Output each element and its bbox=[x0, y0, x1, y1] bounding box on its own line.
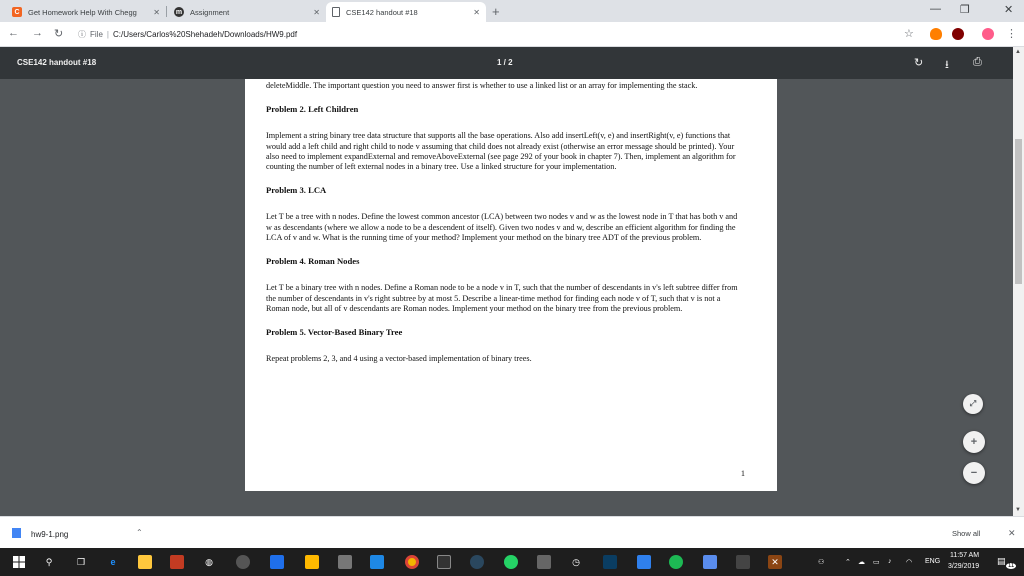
close-icon[interactable]: ✕ bbox=[473, 7, 480, 17]
close-icon[interactable]: ✕ bbox=[313, 7, 320, 17]
alarm-clock-icon[interactable]: ◷ bbox=[572, 556, 580, 567]
fit-to-page-button[interactable]: ⤢ bbox=[963, 394, 983, 414]
app-photo-icon[interactable] bbox=[637, 555, 651, 569]
new-tab-button[interactable]: + bbox=[492, 4, 500, 19]
scheme-label: File bbox=[90, 30, 103, 39]
scrollbar-thumb[interactable] bbox=[1015, 139, 1022, 284]
document-favicon-icon bbox=[332, 7, 340, 17]
terminal-icon[interactable] bbox=[437, 555, 451, 569]
extension-ublock-icon[interactable] bbox=[952, 28, 964, 40]
pdf-title: CSE142 handout #18 bbox=[17, 58, 97, 67]
tab-title: Assignment bbox=[190, 7, 230, 17]
url-text[interactable]: C:/Users/Carlos%20Shehadeh/Downloads/HW9.pdf bbox=[112, 30, 298, 39]
people-icon[interactable]: ⚇ bbox=[818, 559, 825, 566]
image-file-icon bbox=[12, 528, 21, 538]
app-gray-icon[interactable] bbox=[338, 555, 352, 569]
download-icon[interactable]: ⭳ bbox=[945, 59, 949, 71]
app-blue-icon[interactable] bbox=[270, 555, 284, 569]
maximize-icon[interactable]: ❐ bbox=[960, 4, 970, 16]
tab-title: CSE142 handout #18 bbox=[346, 7, 418, 17]
pdf-page bbox=[245, 79, 777, 491]
app-red-icon[interactable] bbox=[170, 555, 184, 569]
app-x-icon[interactable]: ✕ bbox=[768, 555, 782, 569]
reload-icon[interactable]: ↻ bbox=[54, 28, 64, 40]
windows-start-icon[interactable] bbox=[12, 555, 26, 569]
tab-cse142-handout[interactable] bbox=[326, 2, 486, 22]
show-all-button[interactable]: Show all bbox=[952, 528, 981, 538]
problem-body: Let T be a tree with n nodes. Define the lowest common ancestor (LCA) between two nodes v and w as the lowest node in T that has both v and w as descendants (where we allow a node to be a descendent of itself). Given two nodes v and w, describe an efficient algorithm for finding the LCA of v and w. What is the running time of your method? Implement your method on the binary tree ADT of the previous problem. bbox=[266, 212, 738, 243]
search-icon[interactable]: ⚲ bbox=[45, 556, 53, 567]
tab-assignment[interactable] bbox=[168, 2, 326, 22]
rotate-icon[interactable]: ↻ bbox=[914, 57, 924, 69]
zoom-out-button[interactable]: − bbox=[963, 462, 985, 484]
assignment-favicon-icon: m bbox=[175, 8, 183, 16]
volume-icon[interactable]: ♪ bbox=[888, 558, 892, 565]
close-icon[interactable]: ✕ bbox=[153, 7, 160, 17]
problem-heading: Problem 4. Roman Nodes bbox=[266, 256, 360, 267]
tray-chevron-up-icon[interactable]: ⌃ bbox=[845, 559, 851, 566]
cloud-icon[interactable]: ☁ bbox=[858, 559, 865, 566]
windows-taskbar bbox=[0, 548, 1024, 576]
problem-heading: Problem 2. Left Children bbox=[266, 104, 359, 115]
task-view-icon[interactable]: ❒ bbox=[76, 556, 86, 567]
chegg-favicon-icon: C bbox=[12, 7, 22, 17]
close-window-icon[interactable]: ✕ bbox=[1004, 4, 1014, 16]
download-shelf bbox=[0, 516, 1024, 548]
clock-time[interactable]: 11:57 AM bbox=[950, 552, 980, 559]
download-item-name[interactable]: hw9-1.png bbox=[31, 530, 69, 539]
language-indicator[interactable]: ENG bbox=[925, 558, 941, 565]
problem-heading: Problem 5. Vector-Based Binary Tree bbox=[266, 327, 403, 338]
chrome-icon[interactable] bbox=[405, 555, 419, 569]
app-dark-icon[interactable] bbox=[603, 555, 617, 569]
app-helmet-icon[interactable] bbox=[236, 555, 250, 569]
problem-heading: Problem 3. LCA bbox=[266, 185, 327, 196]
pdf-viewport[interactable] bbox=[0, 79, 1013, 516]
close-icon[interactable]: ✕ bbox=[1008, 528, 1016, 538]
extension-flame-icon[interactable] bbox=[930, 28, 942, 40]
intro-paragraph: deleteMiddle. The important question you need to answer first is whether to use a linked list or an array for implementing the stack. bbox=[266, 81, 698, 90]
battery-icon[interactable]: ▭ bbox=[873, 559, 880, 566]
steam-icon[interactable] bbox=[470, 555, 484, 569]
tab-divider bbox=[166, 6, 167, 17]
file-explorer-icon[interactable] bbox=[138, 555, 152, 569]
forward-icon[interactable]: → bbox=[32, 27, 43, 39]
browser-toolbar bbox=[0, 22, 1024, 47]
app-window-icon[interactable] bbox=[703, 555, 717, 569]
page-indicator[interactable]: 1 / 2 bbox=[497, 58, 513, 67]
vscode-icon[interactable] bbox=[370, 555, 384, 569]
problem-body: Let T be a binary tree with n nodes. Define a Roman node to be a node v in T, such that the number of descendants in v's left subtree differ from the number of descendants in v's right subtree by at most 5. Describe a linear-time method for finding each node v of T, such that v is not a Roman node, but all of v descendants are Roman nodes. Implement your method on the binary tree from the previous problem. bbox=[266, 283, 738, 313]
tab-title: Get Homework Help With Chegg bbox=[28, 7, 137, 17]
profile-avatar[interactable] bbox=[982, 28, 994, 40]
notification-badge: 11 bbox=[1008, 563, 1015, 569]
problem-body: Implement a string binary tree data structure that supports all the base operations. Also add insertLeft(v, e) and insertRight(v, e) functions that would add a left child and right child to node v assuming that child does not already exist (otherwise an error message should be printed). Your also need to implement expandExternal and removeAboveExternal (see page 292 of your book in chapter 7). Then, implement an algorithm for counting the number of left external nodes in a binary tree. Use a linked structure for your implementation. bbox=[266, 131, 736, 172]
calculator-icon[interactable] bbox=[537, 555, 551, 569]
zoom-in-button[interactable]: + bbox=[963, 431, 985, 453]
problem-body: Repeat problems 2, 3, and 4 using a vector-based implementation of binary trees. bbox=[266, 354, 532, 364]
tab-chegg[interactable] bbox=[6, 2, 166, 22]
minimize-icon[interactable]: — bbox=[930, 3, 941, 15]
app-globe-icon[interactable]: ◍ bbox=[205, 556, 213, 567]
scroll-down-icon[interactable]: ▼ bbox=[1015, 507, 1021, 513]
action-center-icon[interactable]: ▤ bbox=[997, 556, 1006, 566]
back-icon[interactable]: ← bbox=[8, 27, 19, 39]
menu-icon[interactable]: ⋮ bbox=[1006, 28, 1017, 40]
print-icon[interactable]: ⎙ bbox=[973, 56, 982, 68]
tab-strip bbox=[0, 0, 1024, 22]
clock-date[interactable]: 3/29/2019 bbox=[948, 563, 980, 570]
app-grid-icon[interactable] bbox=[736, 555, 750, 569]
page-number: 1 bbox=[740, 469, 745, 478]
bookmark-star-icon[interactable]: ☆ bbox=[904, 28, 914, 40]
wifi-icon[interactable]: ◠ bbox=[906, 559, 913, 566]
address-bar[interactable] bbox=[78, 26, 898, 43]
spotify-icon[interactable] bbox=[669, 555, 683, 569]
scheme-separator: | bbox=[106, 30, 109, 39]
scroll-up-icon[interactable]: ▲ bbox=[1015, 49, 1021, 55]
store-icon[interactable] bbox=[305, 555, 319, 569]
edge-icon[interactable]: e bbox=[110, 557, 116, 567]
info-icon[interactable]: ⓘ bbox=[78, 30, 86, 39]
app-green-icon[interactable] bbox=[504, 555, 518, 569]
pdf-toolbar bbox=[0, 47, 1024, 79]
page-scrollbar[interactable] bbox=[1013, 47, 1024, 516]
chevron-up-icon[interactable]: ⌃ bbox=[136, 528, 143, 537]
